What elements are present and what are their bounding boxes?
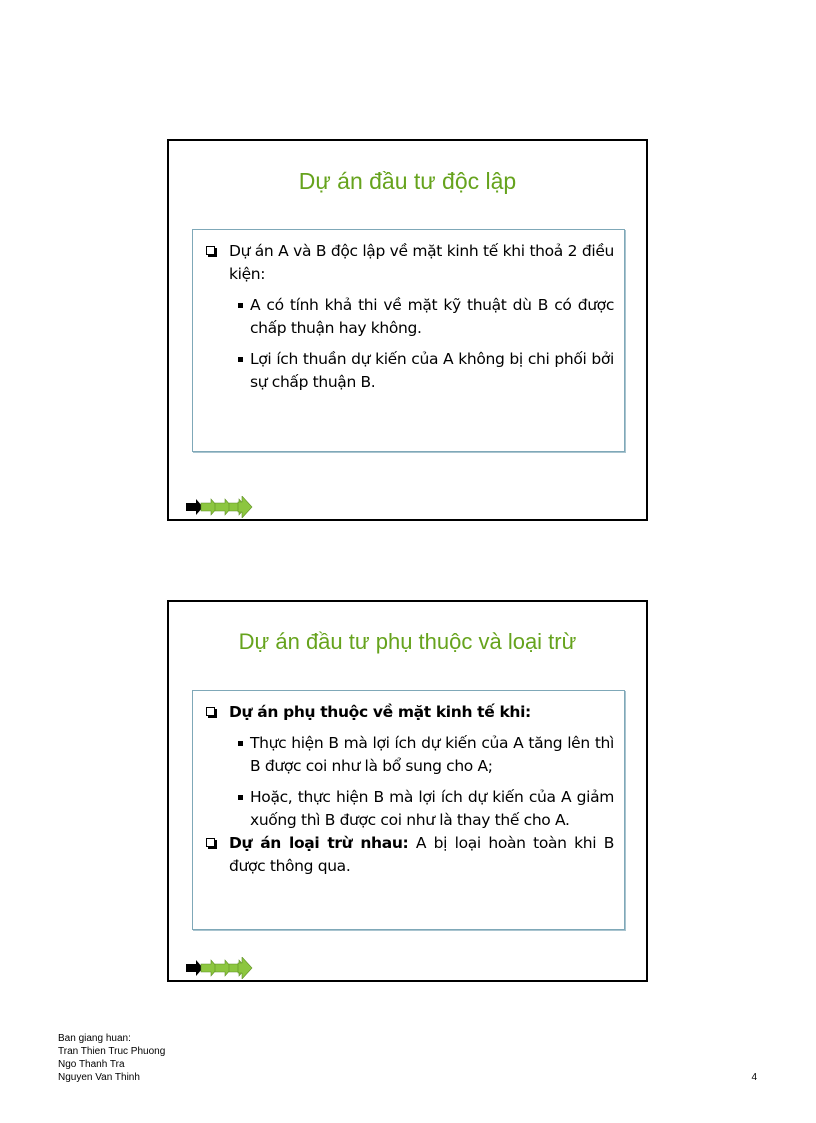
- arrow-green-4: [238, 957, 252, 979]
- footer-author: Tran Thien Truc Phuong: [58, 1046, 166, 1057]
- bullet-item: [205, 701, 614, 724]
- arrow-black: [186, 960, 203, 976]
- slide-title: Dự án đầu tư phụ thuộc và loại trừ: [238, 629, 577, 654]
- small-square-icon: [238, 357, 243, 362]
- sub-bullet-text: Lợi ích thuần dự kiến của A không bị chi phối bởi sự chấp thuận B.: [250, 350, 614, 391]
- slide-1: [167, 139, 648, 521]
- page-number: 4: [751, 1072, 757, 1083]
- sub-bullet-item: [205, 786, 614, 832]
- bullet-bold-text: Dự án loại trừ nhau:: [229, 834, 409, 852]
- slide-2: [167, 600, 648, 982]
- footer-label: Ban giang huan:: [58, 1033, 131, 1044]
- checkbox-square-icon: [206, 838, 215, 847]
- arrow-green-4: [238, 496, 252, 518]
- sub-bullet-item: [205, 294, 614, 340]
- footer-author: Nguyen Van Thinh: [58, 1072, 140, 1083]
- arrow-black: [186, 499, 203, 515]
- arrow-strip-icon: [186, 496, 258, 518]
- bullet-text: Dự án A và B độc lập về mặt kinh tế khi thoả 2 điều kiện:: [229, 242, 614, 283]
- arrow-strip-icon: [186, 957, 258, 979]
- footer-credits: [58, 1032, 165, 1084]
- sub-bullet-item: [205, 732, 614, 778]
- small-square-icon: [238, 303, 243, 308]
- content-box: [192, 690, 625, 930]
- sub-bullet-text: Thực hiện B mà lợi ích dự kiến của A tăng lên thì B được coi như là bổ sung cho A;: [250, 734, 614, 775]
- checkbox-square-icon: [206, 246, 215, 255]
- slide-title: Dự án đầu tư độc lập: [298, 168, 517, 194]
- footer-author: Ngo Thanh Tra: [58, 1059, 125, 1070]
- bullet-item: [205, 832, 614, 878]
- small-square-icon: [238, 795, 243, 800]
- sub-bullet-text: A có tính khả thi về mặt kỹ thuật dù B có được chấp thuận hay không.: [250, 296, 614, 337]
- bullet-bold-text: Dự án phụ thuộc về mặt kinh tế khi:: [229, 703, 531, 721]
- bullet-item: [205, 240, 614, 286]
- small-square-icon: [238, 741, 243, 746]
- sub-bullet-text: Hoặc, thực hiện B mà lợi ích dự kiến của A giảm xuống thì B được coi như là thay thế cho A.: [250, 788, 614, 829]
- content-box: [192, 229, 625, 452]
- checkbox-square-icon: [206, 707, 215, 716]
- bullet-text: A bị loại hoàn toàn khi B được thông qua.: [229, 834, 615, 875]
- sub-bullet-item: [205, 348, 614, 394]
